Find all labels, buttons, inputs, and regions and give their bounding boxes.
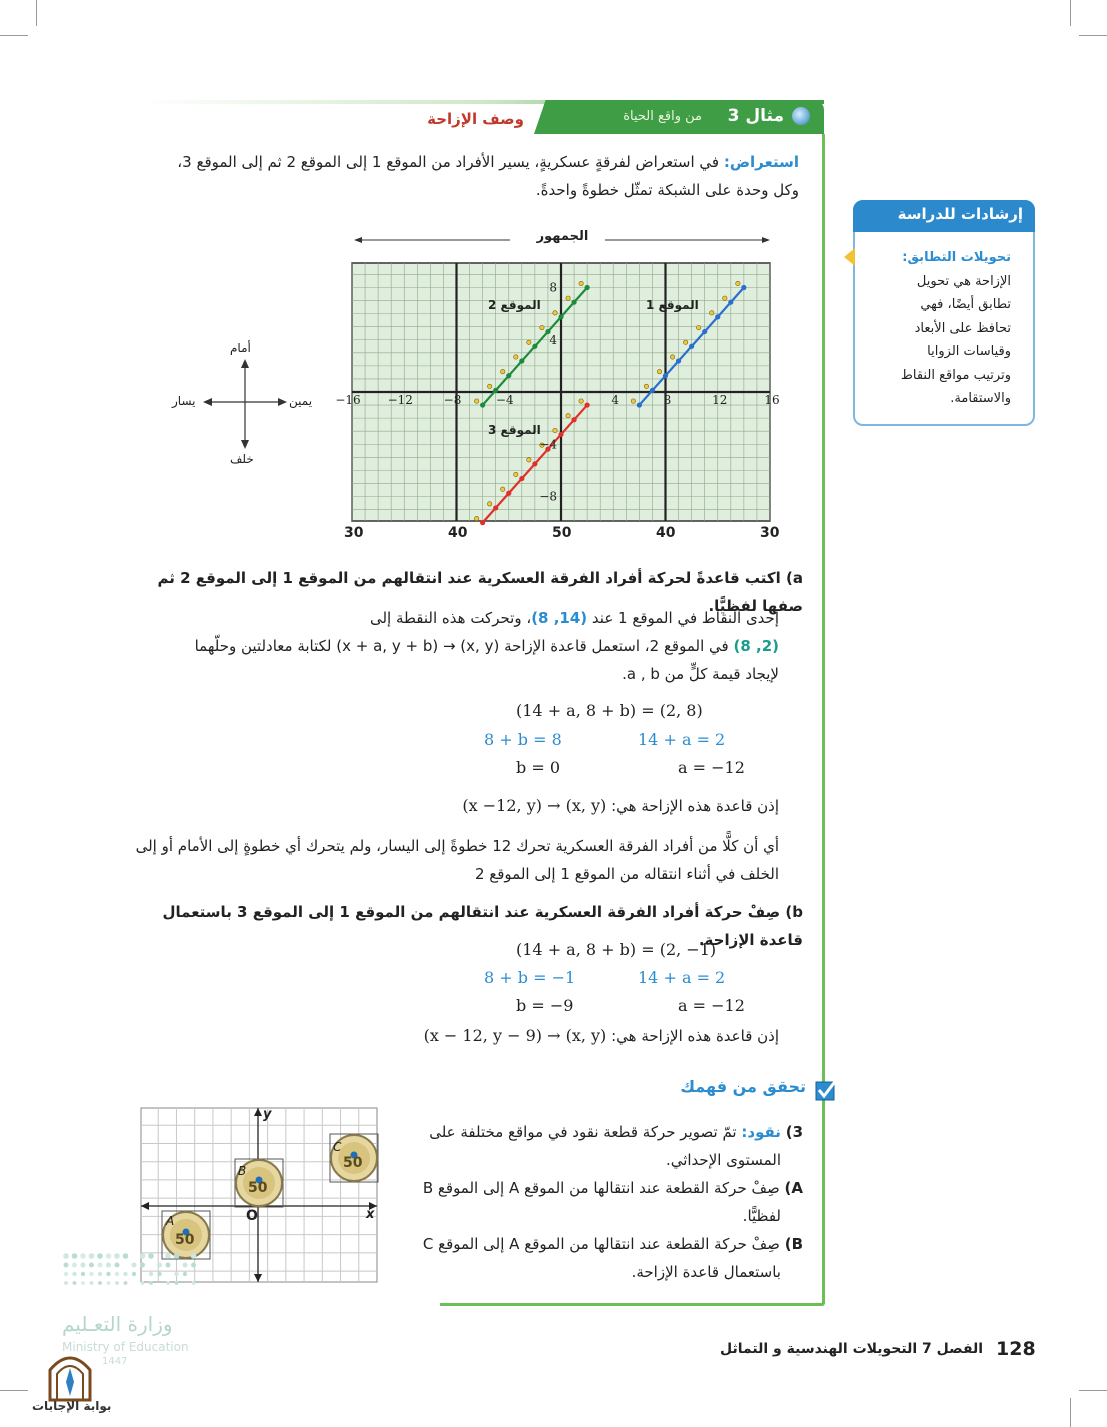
part-b-label: b) [785, 903, 803, 921]
logo-dot [98, 1272, 102, 1276]
y-tick-label: −8 [539, 489, 557, 504]
location-2-point [585, 285, 590, 290]
logo-dot [72, 1263, 77, 1268]
location-1-point [702, 329, 707, 334]
location-1-point [715, 314, 720, 319]
rule-a-text: إذن قاعدة هذه الإزاحة هي: [611, 797, 779, 815]
x-tick-label: −8 [443, 393, 462, 407]
location-2-point [506, 373, 511, 378]
location-2-point [519, 358, 524, 363]
logo-dot [140, 1253, 146, 1259]
crop-mark [1070, 1398, 1071, 1427]
x-tick-label: 16 [764, 393, 780, 407]
rule-a [219, 792, 779, 820]
checkmark-icon [814, 1076, 840, 1102]
bottom-label: 30 [760, 525, 780, 541]
example-descriptor: وصف الإزاحة [427, 110, 524, 128]
bottom-label: 40 [656, 525, 676, 541]
stamp-text: بوابة الإجابات [32, 1399, 112, 1413]
location-1-label: الموقع 1 [646, 298, 699, 312]
intro-line2: وكل وحدة على الشبكة تمثّل خطوةً واحدةً. [535, 181, 799, 199]
eq-right2-b: a = −12 [678, 996, 745, 1015]
chapter-title: الفصل 7 التحويلات الهندسية و التماثل [720, 1341, 984, 1357]
check-title: تحقق من فهمك [680, 1077, 806, 1096]
eq-left1-a: 8 + b = 8 [484, 730, 562, 749]
soldier-icon [579, 281, 583, 285]
location-2-point [571, 300, 576, 305]
logo-dot [107, 1281, 111, 1285]
soldier-icon [579, 399, 583, 403]
part-a-l1-pre: إحدى النقاط في الموقع 1 عند [591, 609, 779, 627]
study-tip-line: تحافظ على الأبعاد [914, 320, 1011, 336]
logo-dot [124, 1281, 128, 1285]
x-tick-label: 12 [712, 393, 728, 407]
location-1-point [663, 373, 668, 378]
bottom-label: 30 [344, 525, 364, 541]
logo-dot [114, 1253, 120, 1259]
logo-dot [191, 1263, 196, 1268]
soldier-icon [631, 399, 635, 403]
location-3-point [571, 417, 576, 422]
exercise-lead: نقود: [741, 1123, 781, 1141]
logo-dot [174, 1272, 178, 1276]
logo-dot [89, 1253, 95, 1259]
location-1-point [637, 402, 642, 407]
logo-dot [64, 1281, 68, 1285]
location-3-point [506, 491, 511, 496]
part-a-label: a) [786, 569, 803, 587]
location-2-point [532, 344, 537, 349]
logo-dot [166, 1263, 171, 1268]
location-1-point [689, 344, 694, 349]
study-tip-line: تطابق أيضًا، فهي [920, 297, 1011, 312]
logo-dot [98, 1281, 102, 1285]
origin-label: O [246, 1208, 258, 1224]
location-1-point [728, 300, 733, 305]
rule-a-math: (x, y) → (x −12, y) [462, 796, 607, 815]
intro-lead: استعراض: [723, 153, 799, 171]
soldier-icon [566, 414, 570, 418]
location-1-point [741, 285, 746, 290]
desc-line: الخلف في أثناء انتقاله من الموقع 1 إلى الموقع 2 [474, 865, 779, 883]
compass-left: يسار [172, 394, 196, 408]
logo-dot [115, 1263, 120, 1268]
logo-dot [157, 1272, 161, 1276]
study-tip-line: وقياسات الزوايا [927, 344, 1011, 359]
logo-dot [64, 1263, 69, 1268]
study-tips-header [853, 200, 1035, 232]
exercise-line1: تمّ تصوير حركة قطعة نقود في مواقع مختلفة على [429, 1123, 737, 1141]
location-1-point [676, 358, 681, 363]
logo-dot [123, 1253, 129, 1259]
logo-dot [72, 1253, 78, 1259]
location-3-point [480, 520, 485, 525]
logo-dot [183, 1272, 187, 1276]
soldier-icon [527, 340, 531, 344]
location-2-point [480, 402, 485, 407]
crop-mark [0, 35, 28, 36]
compass-front: أمام [230, 341, 251, 355]
coin-a-value: 50 [175, 1232, 195, 1248]
logo-dot [80, 1253, 86, 1259]
desc-line: أي أن كلًّا من أفراد الفرقة العسكرية تحرك 12 خطوةً إلى اليسار، ولم يتحرك أي خطوةٍ إلى الأمام أو إلى [135, 837, 779, 855]
logo-dot [132, 1272, 136, 1276]
point-2: (2, 8) [733, 637, 779, 655]
logo-dot [63, 1253, 69, 1259]
logo-dot [149, 1281, 153, 1285]
check-header [676, 1074, 840, 1104]
eq-left2-a: b = 0 [516, 758, 560, 777]
location-3-point [532, 461, 537, 466]
study-tips-box [853, 200, 1035, 426]
eq-main-a: (14 + a, 8 + b) = (2, 8) [516, 701, 703, 720]
logo-dot [157, 1263, 162, 1268]
logo-dot [72, 1272, 76, 1276]
intro-text [119, 148, 799, 204]
part-a-l1-post: ، وتحركت هذه النقطة إلى [369, 609, 532, 627]
part-a-description [119, 832, 779, 888]
eq-left2-b: b = −9 [516, 996, 574, 1015]
parade-grid [335, 258, 780, 523]
globe-icon [792, 107, 810, 125]
eq-main-b: (14 + a, 8 + b) = (2, −1) [516, 940, 717, 959]
stamp-logo-icon [44, 1346, 96, 1402]
soldier-icon [710, 311, 714, 315]
logo-dot [140, 1263, 145, 1268]
soldier-icon [670, 355, 674, 359]
logo-dot [64, 1272, 68, 1276]
study-tip-line: والاستقامة. [950, 391, 1011, 406]
eq-right1-a: 14 + a = 2 [638, 730, 726, 749]
part-a-question-text: اكتب قاعدةً لحركة أفراد الفرقة العسكرية عند انتقالهم من الموقع 1 إلى الموقع 2 ثم صفها لفظيًّا. [157, 569, 803, 615]
logo-dot [81, 1272, 85, 1276]
part-a-l2-text: في الموقع 2، استعمل قاعدة الإزاحة (x, y) → (x + a, y + b) لكتابة معادلتين وحلّهما [194, 637, 729, 655]
pointer-arrow-icon [844, 248, 855, 266]
study-tips-subtitle: تحويلات التطابق: [902, 250, 1011, 265]
x-tick-label: 8 [663, 393, 672, 407]
ministry-name-en: Ministry of Education [62, 1340, 189, 1354]
point-a-label: A [166, 1214, 175, 1228]
soldier-icon [501, 487, 505, 491]
logo-dot [183, 1263, 188, 1268]
bottom-label: 40 [448, 525, 468, 541]
logo-dot [89, 1263, 94, 1268]
logo-dot [73, 1281, 77, 1285]
soldier-icon [474, 399, 478, 403]
soldier-icon [553, 428, 557, 432]
ministry-year: 1447 [102, 1356, 128, 1367]
logo-dot [89, 1272, 93, 1276]
crop-mark [1079, 35, 1107, 36]
subq-b-line2: باستعمال قاعدة الإزاحة. [631, 1263, 781, 1281]
page-number: 128 [996, 1338, 1036, 1360]
exercise-number: 3) [785, 1123, 803, 1141]
example-subtitle: من واقع الحياة [623, 109, 702, 124]
logo-dot [106, 1263, 111, 1268]
example-number: مثال 3 [727, 106, 784, 126]
compass-right: يمين [289, 394, 313, 408]
exercise-line2: المستوى الإحداثي. [665, 1151, 781, 1169]
location-3-point [493, 505, 498, 510]
y-tick-label: 4 [549, 332, 557, 347]
example-header [140, 100, 824, 134]
location-2-point [558, 314, 563, 319]
soldier-icon [527, 458, 531, 462]
subq-b-line1: صِفْ حركة القطعة عند انتقالها من الموقع A إلى الموقع C [422, 1235, 780, 1253]
location-1-point [650, 388, 655, 393]
eq-right1-b: 14 + a = 2 [638, 968, 726, 987]
point-b-label: B [238, 1164, 247, 1178]
soldier-icon [487, 502, 491, 506]
logo-dot [115, 1281, 119, 1285]
location-3-point [558, 432, 563, 437]
x-axis-label: x [366, 1207, 375, 1222]
x-tick-label: 4 [611, 393, 620, 407]
logo-dot [90, 1281, 94, 1285]
intro-line1: في استعراض لفرقةٍ عسكريةٍ، يسير الأفراد من الموقع 1 إلى الموقع 2 ثم إلى الموقع 3، [177, 153, 720, 171]
soldier-icon [553, 311, 557, 315]
location-3-label: الموقع 3 [488, 423, 541, 437]
soldier-icon [683, 340, 687, 344]
logo-dot [81, 1263, 86, 1268]
crop-mark [1070, 0, 1071, 26]
y-axis-label: y [263, 1107, 272, 1122]
logo-dot [132, 1263, 137, 1268]
logo-dot [141, 1281, 145, 1285]
logo-dot [166, 1281, 170, 1285]
study-tip-line: وترتيب مواقع النقاط [900, 367, 1011, 383]
soldier-icon [474, 516, 478, 520]
ministry-name-ar: وزارة التعـليم [62, 1312, 173, 1336]
logo-dot [97, 1253, 103, 1259]
subq-a-line1: صِفْ حركة القطعة عند انتقالها من الموقع A إلى الموقع B [422, 1179, 780, 1197]
soldier-icon [514, 472, 518, 476]
rule-b-math: (x, y) → (x − 12, y − 9) [423, 1026, 607, 1045]
eq-left1-b: 8 + b = −1 [484, 968, 576, 987]
soldier-icon [514, 355, 518, 359]
study-tip-line: الإزاحة هي تحويل [916, 273, 1011, 289]
location-3-point [519, 476, 524, 481]
rule-b [219, 1022, 779, 1050]
rule-b-text: إذن قاعدة هذه الإزاحة هي: [611, 1027, 779, 1045]
part-a-l3: لإيجاد قيمة كلٍّ من a , b. [622, 665, 779, 683]
ministry-logo-icon [62, 1250, 202, 1298]
audience-label: الجمهور [536, 229, 589, 244]
soldier-icon [644, 384, 648, 388]
x-tick-label: −16 [335, 393, 361, 407]
logo-dot [175, 1281, 179, 1285]
soldier-icon [487, 384, 491, 388]
part-a-explanation [129, 604, 779, 688]
logo-dot [115, 1272, 119, 1276]
logo-dot [106, 1272, 110, 1276]
point-c-label: C [333, 1140, 342, 1154]
subq-a-line2: لفظيًّا. [742, 1207, 781, 1225]
soldier-icon [566, 296, 570, 300]
location-2-label: الموقع 2 [488, 298, 541, 312]
y-tick-label: −4 [539, 437, 557, 452]
soldier-icon [723, 296, 727, 300]
subq-b-label: B) [784, 1235, 803, 1253]
logo-dot [192, 1281, 196, 1285]
logo-dot [149, 1272, 153, 1276]
logo-dot [191, 1253, 197, 1259]
logo-dot [106, 1253, 112, 1259]
part-b-question-text: صِفْ حركة أفراد الفرقة العسكرية عند انتقالهم من الموقع 1 إلى الموقع 3 باستعمال قاعدة الإزاحة. [162, 903, 803, 949]
check-exercise [403, 1118, 803, 1286]
eq-right2-a: a = −12 [678, 758, 745, 777]
crop-mark [0, 1390, 28, 1391]
logo-dot [165, 1253, 171, 1259]
logo-dot [174, 1253, 180, 1259]
coin-b-value: 50 [248, 1180, 268, 1196]
y-tick-label: 8 [549, 280, 557, 295]
logo-dot [123, 1272, 127, 1276]
bottom-label: 50 [552, 525, 572, 541]
compass-back: خلف [230, 452, 254, 466]
x-tick-label: −12 [387, 393, 413, 407]
location-3-point [585, 402, 590, 407]
logo-dot [148, 1253, 154, 1259]
study-tips-title: إرشادات للدراسة [897, 205, 1023, 223]
soldier-icon [657, 369, 661, 373]
soldier-icon [736, 281, 740, 285]
crop-mark [1079, 1390, 1107, 1391]
soldier-icon [540, 325, 544, 329]
point-1: (14, 8) [531, 609, 588, 627]
example-frame-right [822, 134, 825, 1304]
soldier-icon [501, 369, 505, 373]
soldier-icon [696, 325, 700, 329]
subq-a-label: A) [784, 1179, 803, 1197]
logo-dot [81, 1281, 85, 1285]
coin-c-value: 50 [343, 1155, 363, 1171]
crop-mark [36, 0, 37, 26]
example-frame-bottom [440, 1303, 825, 1306]
logo-dot [98, 1263, 103, 1268]
x-tick-label: −4 [495, 393, 514, 407]
